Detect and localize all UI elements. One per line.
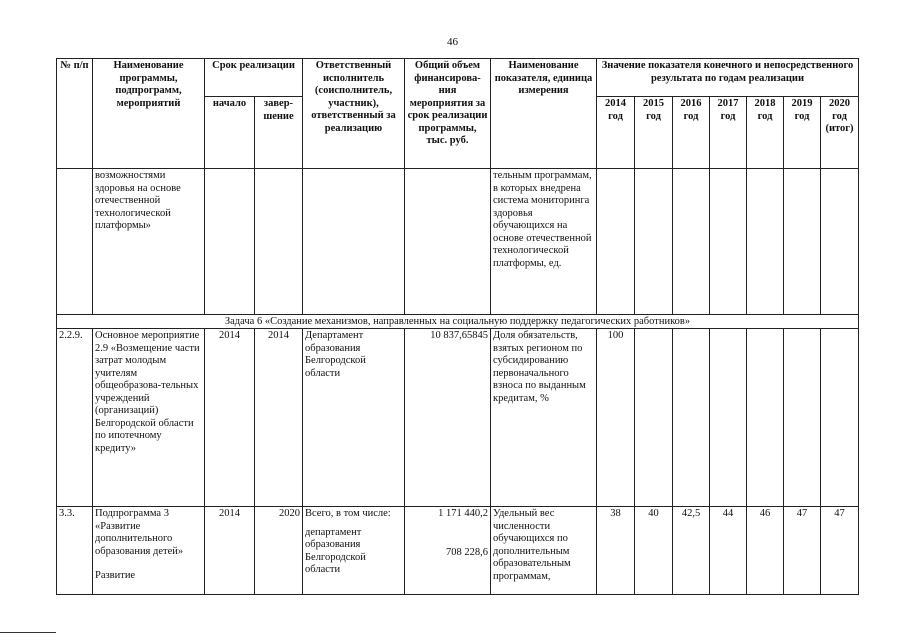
header-term: Срок реализации (205, 59, 303, 97)
row-end: 2014 (255, 329, 303, 507)
header-funding: Общий объем финансирова-ния мероприятия за срок реализации программы, тыс. руб. (405, 59, 491, 169)
header-year: 2016 год (673, 97, 710, 169)
row-funding-dept: 708 228,6 (446, 546, 488, 558)
row-indicator: Удельный вес численности обучающихся по дополнительным образовательным программам, (491, 507, 597, 595)
header-year: 2014 год (597, 97, 635, 169)
table-row (57, 329, 859, 507)
header-year: 2015 год (635, 97, 673, 169)
row-value: 44 (710, 507, 747, 595)
task-row (57, 315, 859, 329)
row-value: 46 (747, 507, 784, 595)
row-name-extra: Развитие (95, 570, 136, 581)
row-end: 2020 (255, 507, 303, 595)
row-continued-name: возможностями здоровья на основе отечественной технологической платформы» (93, 169, 205, 315)
table-row (57, 169, 859, 315)
margin-line (0, 632, 56, 633)
header-row-1 (57, 59, 859, 97)
row-start: 2014 (205, 507, 255, 595)
row-continued-indicator: тельным программам, в которых внедрена система мониторинга здоровья обучающихся на основе отечественной технологической платформы, ед. (491, 169, 597, 315)
row-start: 2014 (205, 329, 255, 507)
row-name: Основное мероприятие 2.9 «Возмещение части затрат молодым учителям общеобразова-тельных учреждений (организаций) Белгородской области по ипотечному кредиту» (93, 329, 205, 507)
row-value: 100 (597, 329, 635, 507)
row-value (673, 329, 710, 507)
program-table (56, 58, 859, 595)
page-number: 46 (447, 36, 458, 48)
row-value: 47 (784, 507, 821, 595)
row-number: 2.2.9. (57, 329, 93, 507)
header-number: № п/п (57, 59, 93, 169)
row-executor-total: Всего, в том числе: (305, 508, 391, 519)
table-row (57, 507, 859, 595)
row-value: 47 (821, 507, 859, 595)
header-name: Наименование программы, подпрограмм, мероприятий (93, 59, 205, 169)
header-year: 2019 год (784, 97, 821, 169)
header-executor: Ответственный исполнитель (соисполнитель, участник), ответственный за реализацию (303, 59, 405, 169)
row-name: Подпрограмма 3 «Развитие дополнительного образования детей» (95, 508, 184, 557)
row-value (821, 329, 859, 507)
header-year: 2020 год (итог) (821, 97, 859, 169)
header-indicator: Наименование показателя, единица измерения (491, 59, 597, 169)
row-value: 38 (597, 507, 635, 595)
row-number: 3.3. (57, 507, 93, 595)
row-indicator: Доля обязательств, взятых регионом по субсидированию первоначального взноса по выданным кредитам, % (491, 329, 597, 507)
header-values: Значение показателя конечного и непосредственного результата по годам реализации (597, 59, 859, 97)
row-value (747, 329, 784, 507)
row-executor-dept: департамент образования Белгородской области (305, 526, 366, 575)
row-value (710, 329, 747, 507)
header-year: 2017 год (710, 97, 747, 169)
header-end: завер-шение (255, 97, 303, 169)
row-value: 42,5 (673, 507, 710, 595)
header-year: 2018 год (747, 97, 784, 169)
row-value (784, 329, 821, 507)
header-start: начало (205, 97, 255, 169)
row-funding-total: 1 171 440,2 (438, 508, 488, 519)
row-value (635, 329, 673, 507)
row-executor: Департамент образования Белгородской области (303, 329, 405, 507)
row-value: 40 (635, 507, 673, 595)
row-funding: 10 837,65845 (405, 329, 491, 507)
task-title: Задача 6 «Создание механизмов, направленных на социальную поддержку педагогических работников» (57, 315, 859, 329)
